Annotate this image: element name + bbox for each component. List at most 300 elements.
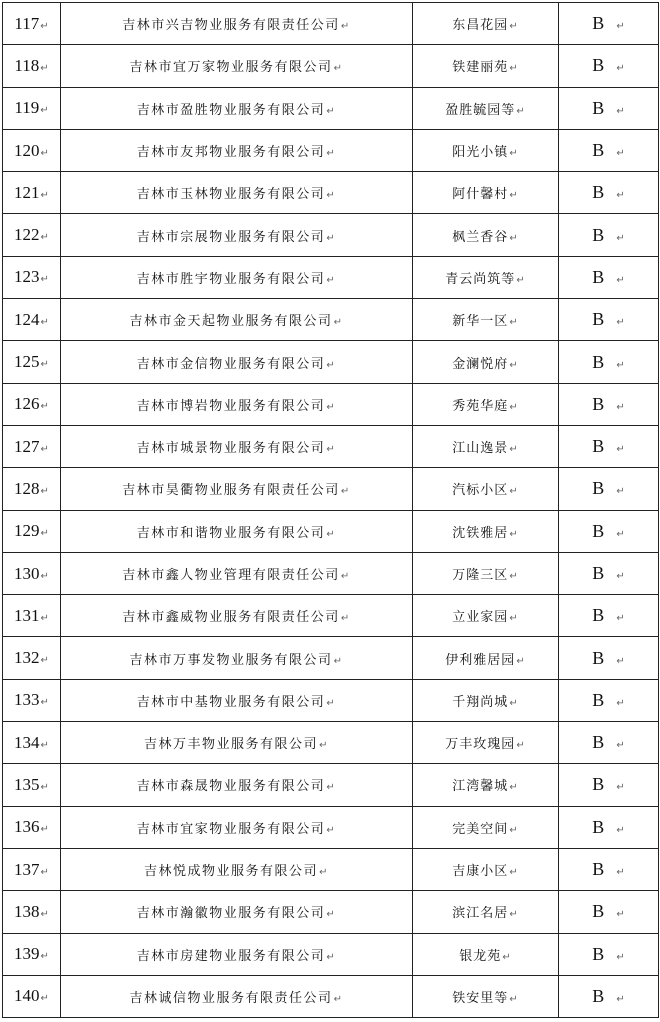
company-name-text: 吉林市昊衢物业服务有限责任公司	[122, 483, 340, 499]
grade-cell	[559, 299, 659, 341]
project-name-cell	[413, 806, 559, 848]
paragraph-mark-icon: ↵	[509, 444, 519, 456]
paragraph-mark-icon: ↵	[509, 909, 519, 921]
project-name-cell	[413, 595, 559, 637]
grade-cell	[559, 933, 659, 975]
row-number-cell	[3, 510, 61, 552]
row-number-cell	[3, 637, 61, 679]
grade-text: B	[592, 393, 605, 414]
row-number-cell	[3, 256, 61, 298]
row-number-cell	[3, 299, 61, 341]
grade-text: B	[592, 901, 605, 922]
table-row	[3, 552, 659, 594]
row-number-cell	[3, 764, 61, 806]
grade-text: B	[592, 563, 605, 583]
grade-text: B	[592, 520, 605, 541]
grade-text: B	[592, 97, 605, 118]
grade-cell	[559, 45, 659, 87]
grade-cell	[559, 975, 659, 1017]
paragraph-mark-icon: ↵	[326, 401, 337, 413]
paragraph-mark-icon: ↵	[509, 782, 519, 794]
row-number-cell	[3, 383, 61, 425]
grade-cell	[559, 679, 659, 721]
paragraph-mark-icon: ↵	[326, 274, 337, 286]
paragraph-mark-icon: ↵	[509, 613, 519, 625]
row-number-text: 126	[14, 394, 40, 414]
paragraph-mark-icon: ↵	[616, 63, 625, 75]
company-name-cell	[61, 172, 413, 214]
paragraph-mark-icon: ↵	[509, 867, 519, 879]
paragraph-mark-icon: ↵	[616, 105, 625, 117]
company-name-text: 吉林市宗展物业服务有限公司	[136, 229, 326, 245]
row-number-cell	[3, 341, 61, 383]
company-name-text: 吉林市和谐物业服务有限公司	[136, 525, 326, 541]
project-name-cell	[413, 848, 559, 890]
row-number-cell	[3, 722, 61, 764]
company-name-cell	[61, 595, 413, 637]
project-name-cell	[413, 764, 559, 806]
paragraph-mark-icon: ↵	[616, 401, 625, 413]
grade-text: B	[592, 309, 605, 330]
paragraph-mark-icon: ↵	[509, 571, 519, 582]
company-name-text: 吉林市金天起物业服务有限公司	[129, 314, 333, 330]
project-name-text: 铁建丽苑	[452, 60, 509, 76]
project-name-cell	[413, 975, 559, 1017]
table-row	[3, 383, 659, 425]
table-row	[3, 468, 659, 510]
paragraph-mark-icon: ↵	[616, 740, 625, 752]
paragraph-mark-icon: ↵	[326, 444, 337, 456]
project-name-cell	[413, 299, 559, 341]
paragraph-mark-icon: ↵	[40, 232, 49, 244]
project-name-text: 汽标小区	[452, 483, 509, 499]
company-name-text: 吉林悦成物业服务有限公司	[144, 864, 319, 880]
paragraph-mark-icon: ↵	[340, 486, 351, 498]
company-name-text: 吉林市中基物业服务有限公司	[136, 694, 326, 710]
project-name-cell	[413, 637, 559, 679]
company-name-cell	[61, 383, 413, 425]
paragraph-mark-icon: ↵	[326, 190, 337, 202]
company-name-cell	[61, 806, 413, 848]
row-number-text: 124	[14, 309, 40, 329]
paragraph-mark-icon: ↵	[40, 951, 49, 963]
row-number-text: 127	[14, 436, 40, 456]
table-row	[3, 891, 659, 933]
grade-text: B	[592, 436, 605, 457]
paragraph-mark-icon: ↵	[509, 401, 519, 413]
paragraph-mark-icon: ↵	[616, 274, 625, 286]
project-name-text: 万隆三区	[452, 568, 509, 583]
grade-cell	[559, 172, 659, 214]
table-row	[3, 637, 659, 679]
paragraph-mark-icon: ↵	[616, 655, 625, 667]
paragraph-mark-icon: ↵	[616, 993, 625, 1005]
paragraph-mark-icon: ↵	[40, 443, 49, 455]
row-number-cell	[3, 595, 61, 637]
paragraph-mark-icon: ↵	[326, 232, 337, 244]
row-number-text: 118	[14, 55, 40, 75]
project-name-text: 伊利雅居园	[445, 652, 516, 668]
project-name-text: 万丰玫瑰园	[445, 737, 516, 753]
company-name-cell	[61, 425, 413, 467]
project-name-text: 江湾馨城	[452, 779, 509, 795]
grade-text: B	[592, 689, 605, 710]
grade-text: B	[592, 351, 605, 372]
table-row	[3, 722, 659, 764]
paragraph-mark-icon: ↵	[40, 824, 49, 836]
paragraph-mark-icon: ↵	[326, 528, 337, 540]
row-number-text: 135	[14, 774, 40, 794]
project-name-cell	[413, 510, 559, 552]
paragraph-mark-icon: ↵	[616, 867, 625, 879]
project-name-text: 吉康小区	[452, 864, 509, 880]
company-name-cell	[61, 679, 413, 721]
company-name-cell	[61, 87, 413, 129]
project-name-cell	[413, 933, 559, 975]
company-name-cell	[61, 468, 413, 510]
row-number-cell	[3, 172, 61, 214]
paragraph-mark-icon: ↵	[509, 317, 519, 329]
paragraph-mark-icon: ↵	[616, 444, 625, 456]
table-row	[3, 848, 659, 890]
paragraph-mark-icon: ↵	[326, 909, 337, 921]
project-name-text: 盈胜毓园等	[445, 102, 516, 118]
grade-cell	[559, 510, 659, 552]
grade-cell	[559, 848, 659, 890]
paragraph-mark-icon: ↵	[40, 739, 49, 751]
row-number-cell	[3, 129, 61, 171]
paragraph-mark-icon: ↵	[509, 148, 519, 160]
paragraph-mark-icon: ↵	[616, 232, 625, 244]
paragraph-mark-icon: ↵	[340, 571, 351, 582]
paragraph-mark-icon: ↵	[616, 824, 625, 836]
company-name-text: 吉林市房建物业服务有限公司	[136, 948, 326, 964]
paragraph-mark-icon: ↵	[40, 781, 49, 793]
paragraph-mark-icon: ↵	[40, 570, 49, 582]
row-number-cell	[3, 468, 61, 510]
grade-cell	[559, 595, 659, 637]
paragraph-mark-icon: ↵	[40, 612, 49, 624]
paragraph-mark-icon: ↵	[509, 190, 519, 202]
company-name-cell	[61, 3, 413, 45]
project-name-text: 银龙苑	[459, 948, 502, 964]
row-number-text: 125	[14, 352, 40, 372]
grade-text: B	[592, 859, 605, 880]
grade-cell	[559, 425, 659, 467]
project-name-text: 东昌花园	[452, 18, 509, 34]
row-number-text: 133	[14, 690, 40, 710]
company-name-text: 吉林市瀚徽物业服务有限公司	[136, 906, 326, 922]
grade-cell	[559, 722, 659, 764]
company-name-cell	[61, 510, 413, 552]
table-row	[3, 933, 659, 975]
paragraph-mark-icon: ↵	[509, 232, 519, 244]
grade-cell	[559, 764, 659, 806]
paragraph-mark-icon: ↵	[326, 105, 337, 117]
row-number-text: 120	[14, 140, 40, 160]
table-row	[3, 764, 659, 806]
paragraph-mark-icon: ↵	[40, 20, 49, 32]
project-name-cell	[413, 552, 559, 594]
paragraph-mark-icon: ↵	[40, 147, 49, 159]
paragraph-mark-icon: ↵	[40, 189, 49, 201]
project-name-cell	[413, 722, 559, 764]
grade-text: B	[592, 182, 605, 203]
grade-cell	[559, 468, 659, 510]
project-name-cell	[413, 425, 559, 467]
grade-text: B	[592, 985, 605, 1006]
paragraph-mark-icon: ↵	[40, 359, 49, 371]
paragraph-mark-icon: ↵	[340, 613, 351, 625]
paragraph-mark-icon: ↵	[319, 740, 329, 752]
company-name-cell	[61, 129, 413, 171]
row-number-cell	[3, 552, 61, 594]
project-name-cell	[413, 172, 559, 214]
paragraph-mark-icon: ↵	[40, 316, 49, 328]
paragraph-mark-icon: ↵	[616, 782, 625, 794]
project-name-text: 枫兰香谷	[452, 229, 509, 245]
grade-text: B	[592, 266, 605, 287]
paragraph-mark-icon: ↵	[616, 486, 625, 498]
paragraph-mark-icon: ↵	[40, 528, 49, 540]
paragraph-mark-icon: ↵	[616, 21, 625, 33]
row-number-text: 123	[14, 267, 40, 287]
paragraph-mark-icon: ↵	[40, 697, 49, 709]
table-row	[3, 679, 659, 721]
paragraph-mark-icon: ↵	[326, 148, 337, 160]
paragraph-mark-icon: ↵	[616, 697, 625, 709]
paragraph-mark-icon: ↵	[40, 274, 49, 286]
row-number-cell	[3, 45, 61, 87]
project-name-text: 金澜悦府	[452, 356, 509, 372]
grade-cell	[559, 383, 659, 425]
company-name-text: 吉林市鑫人物业管理有限责任公司	[122, 568, 340, 583]
company-name-cell	[61, 45, 413, 87]
row-number-cell	[3, 3, 61, 45]
paragraph-mark-icon: ↵	[509, 824, 519, 836]
project-name-cell	[413, 129, 559, 171]
paragraph-mark-icon: ↵	[509, 63, 519, 75]
company-name-text: 吉林市博岩物业服务有限公司	[136, 398, 326, 414]
paragraph-mark-icon: ↵	[509, 528, 519, 540]
table-row	[3, 299, 659, 341]
company-name-text: 吉林市城景物业服务有限公司	[136, 441, 326, 457]
project-name-cell	[413, 891, 559, 933]
company-name-text: 吉林诚信物业服务有限责任公司	[129, 990, 333, 1006]
table-row	[3, 214, 659, 256]
company-name-cell	[61, 552, 413, 594]
table-row	[3, 256, 659, 298]
table-row	[3, 510, 659, 552]
paragraph-mark-icon: ↵	[616, 528, 625, 540]
table-row	[3, 975, 659, 1017]
company-name-text: 吉林市玉林物业服务有限公司	[136, 187, 326, 203]
company-name-text: 吉林市宜家物业服务有限公司	[136, 821, 326, 837]
row-number-cell	[3, 806, 61, 848]
table-row	[3, 341, 659, 383]
paragraph-mark-icon: ↵	[340, 21, 351, 33]
paragraph-mark-icon: ↵	[509, 486, 519, 498]
project-name-text: 沈铁雅居	[452, 525, 509, 541]
table-row	[3, 806, 659, 848]
grade-text: B	[592, 774, 605, 795]
grade-text: B	[592, 605, 605, 626]
project-name-cell	[413, 87, 559, 129]
company-name-cell	[61, 722, 413, 764]
grade-text: B	[592, 13, 605, 34]
paragraph-mark-icon: ↵	[616, 359, 625, 371]
project-name-text: 立业家园	[452, 610, 509, 626]
paragraph-mark-icon: ↵	[40, 908, 49, 920]
row-number-cell	[3, 87, 61, 129]
paragraph-mark-icon: ↵	[502, 951, 512, 963]
paragraph-mark-icon: ↵	[333, 655, 344, 667]
project-name-cell	[413, 383, 559, 425]
company-name-cell	[61, 891, 413, 933]
row-number-cell	[3, 933, 61, 975]
grade-cell	[559, 87, 659, 129]
company-name-text: 吉林市友邦物业服务有限公司	[136, 145, 326, 161]
project-name-text: 阿什馨村	[452, 187, 509, 203]
grade-text: B	[592, 224, 605, 245]
table-row	[3, 3, 659, 45]
grade-text: B	[592, 478, 605, 499]
company-name-text: 吉林市金信物业服务有限公司	[136, 356, 326, 372]
paragraph-mark-icon: ↵	[326, 951, 337, 963]
row-number-text: 134	[14, 732, 40, 752]
grade-text: B	[592, 943, 605, 964]
project-name-text: 阳光小镇	[452, 145, 509, 161]
row-number-text: 131	[14, 605, 40, 625]
paragraph-mark-icon: ↵	[509, 359, 519, 371]
grade-cell	[559, 552, 659, 594]
paragraph-mark-icon: ↵	[616, 951, 625, 963]
paragraph-mark-icon: ↵	[326, 359, 337, 371]
row-number-cell	[3, 214, 61, 256]
paragraph-mark-icon: ↵	[326, 824, 337, 836]
table-row	[3, 129, 659, 171]
paragraph-mark-icon: ↵	[326, 782, 337, 794]
project-name-text: 秀苑华庭	[452, 398, 509, 414]
row-number-cell	[3, 975, 61, 1017]
paragraph-mark-icon: ↵	[40, 105, 49, 117]
paragraph-mark-icon: ↵	[616, 317, 625, 329]
project-name-text: 青云尚筑等	[445, 271, 516, 287]
project-name-text: 江山逸景	[452, 441, 509, 457]
paragraph-mark-icon: ↵	[319, 867, 329, 879]
project-name-text: 铁安里等	[452, 990, 509, 1006]
company-name-text: 吉林市宜万家物业服务有限公司	[129, 60, 333, 76]
project-name-text: 新华一区	[452, 314, 509, 330]
company-name-text: 吉林市盈胜物业服务有限公司	[136, 102, 326, 118]
company-name-cell	[61, 975, 413, 1017]
company-name-text: 吉林市兴吉物业服务有限责任公司	[122, 18, 340, 34]
paragraph-mark-icon: ↵	[40, 866, 49, 878]
paragraph-mark-icon: ↵	[516, 274, 526, 286]
paragraph-mark-icon: ↵	[326, 697, 337, 709]
company-name-text: 吉林万丰物业服务有限公司	[144, 737, 319, 753]
row-number-cell	[3, 425, 61, 467]
paragraph-mark-icon: ↵	[40, 401, 49, 413]
grade-cell	[559, 3, 659, 45]
grade-text: B	[592, 55, 605, 76]
table-body	[3, 3, 659, 1018]
paragraph-mark-icon: ↵	[509, 993, 519, 1005]
paragraph-mark-icon: ↵	[616, 613, 625, 625]
row-number-cell	[3, 891, 61, 933]
company-name-cell	[61, 848, 413, 890]
company-name-cell	[61, 637, 413, 679]
grade-text: B	[592, 816, 605, 837]
row-number-text: 132	[14, 648, 40, 668]
row-number-text: 128	[14, 478, 40, 498]
paragraph-mark-icon: ↵	[40, 62, 49, 74]
paragraph-mark-icon: ↵	[616, 148, 625, 160]
project-name-cell	[413, 214, 559, 256]
project-name-cell	[413, 679, 559, 721]
row-number-text: 121	[14, 182, 40, 202]
grade-cell	[559, 256, 659, 298]
company-name-cell	[61, 764, 413, 806]
grade-text: B	[592, 140, 605, 161]
paragraph-mark-icon: ↵	[509, 21, 519, 33]
company-name-cell	[61, 256, 413, 298]
grade-cell	[559, 806, 659, 848]
company-name-cell	[61, 341, 413, 383]
grade-text: B	[592, 647, 605, 668]
row-number-text: 130	[14, 563, 40, 583]
company-name-cell	[61, 214, 413, 256]
row-number-cell	[3, 848, 61, 890]
paragraph-mark-icon: ↵	[616, 571, 625, 582]
company-name-text: 吉林市森晟物业服务有限公司	[136, 779, 326, 795]
grade-text: B	[592, 732, 605, 753]
grade-cell	[559, 129, 659, 171]
paragraph-mark-icon: ↵	[40, 655, 49, 667]
paragraph-mark-icon: ↵	[516, 655, 526, 667]
company-name-text: 吉林市胜宇物业服务有限公司	[136, 271, 326, 287]
table-row	[3, 45, 659, 87]
paragraph-mark-icon: ↵	[509, 697, 519, 709]
company-name-text: 吉林市万事发物业服务有限公司	[129, 652, 333, 668]
paragraph-mark-icon: ↵	[333, 317, 344, 329]
project-name-cell	[413, 468, 559, 510]
row-number-text: 129	[14, 521, 40, 541]
project-name-cell	[413, 256, 559, 298]
grade-cell	[559, 637, 659, 679]
row-number-text: 138	[14, 901, 40, 921]
paragraph-mark-icon: ↵	[333, 993, 344, 1005]
property-company-grade-table	[2, 2, 659, 1018]
paragraph-mark-icon: ↵	[40, 485, 49, 497]
project-name-cell	[413, 3, 559, 45]
table-row	[3, 425, 659, 467]
project-name-text: 千翔尚城	[452, 694, 509, 710]
company-name-cell	[61, 299, 413, 341]
table-row	[3, 172, 659, 214]
row-number-text: 117	[14, 13, 40, 33]
row-number-text: 122	[14, 225, 40, 245]
project-name-text: 完美空间	[452, 821, 509, 837]
grade-cell	[559, 214, 659, 256]
row-number-cell	[3, 679, 61, 721]
company-name-cell	[61, 933, 413, 975]
row-number-text: 136	[14, 817, 40, 837]
paragraph-mark-icon: ↵	[516, 105, 526, 117]
row-number-text: 140	[14, 986, 40, 1006]
grade-cell	[559, 341, 659, 383]
row-number-text: 119	[14, 98, 40, 118]
